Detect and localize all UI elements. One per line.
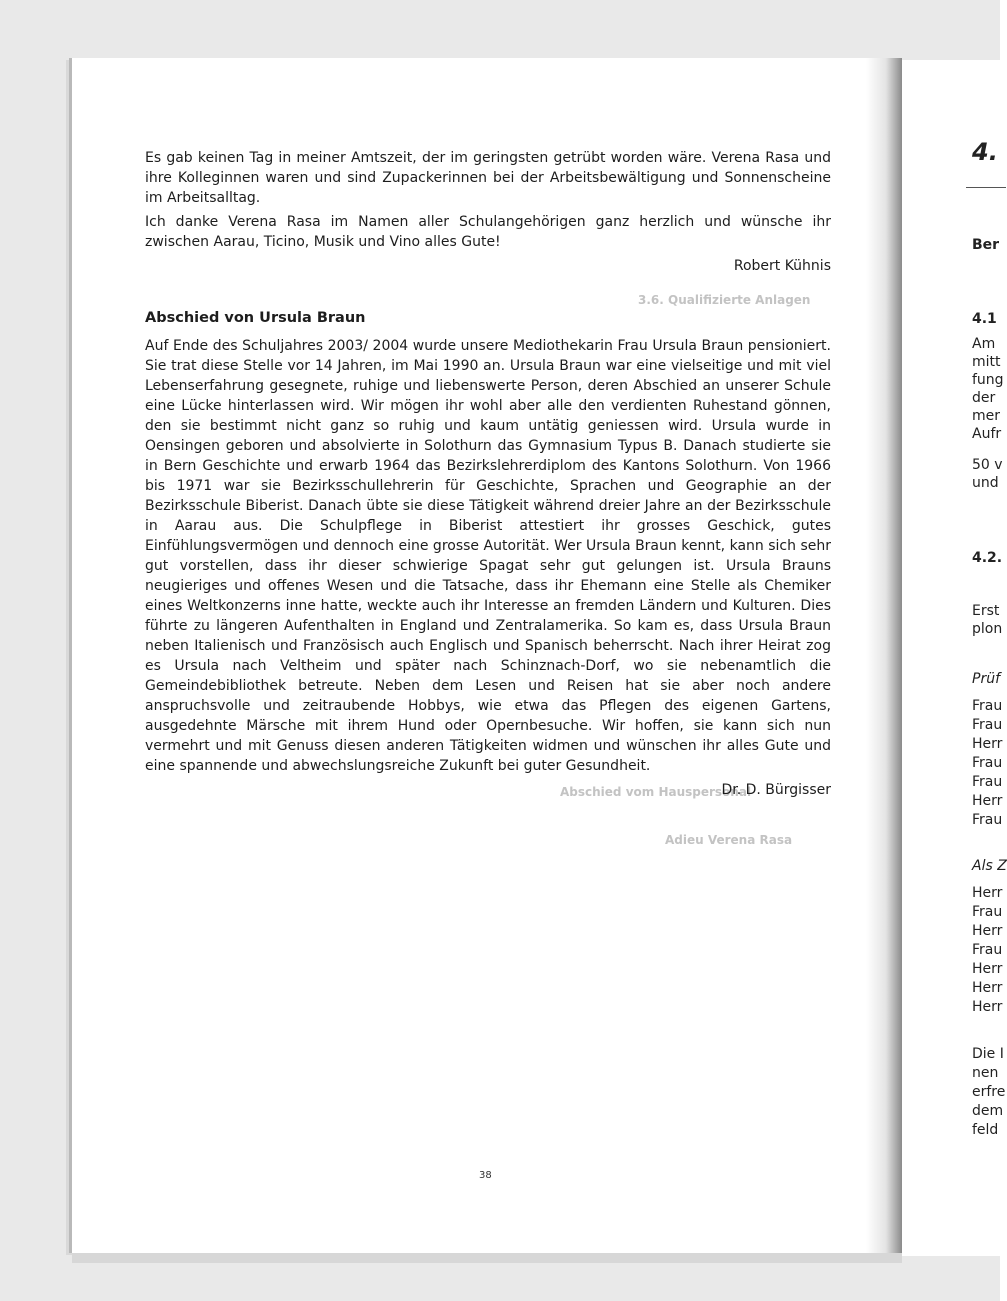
name-line: Frau (972, 904, 1003, 920)
text-line: und (972, 475, 999, 491)
section-number: 4.2. (972, 550, 1003, 566)
book-gutter (866, 58, 902, 1253)
text-line: Aufr (972, 426, 1002, 442)
text-line: plon (972, 621, 1003, 637)
text-line: nen (972, 1065, 999, 1081)
section-number: 4.1 (972, 311, 997, 327)
text-line: mitt (972, 354, 1001, 370)
name-line: Frau (972, 698, 1003, 714)
text-line: feld (972, 1122, 999, 1138)
show-through-heading-3: Adieu Verena Rasa (665, 833, 793, 847)
signature-buergisser: Dr. D. Bürgisser (721, 782, 831, 798)
name-line: Frau (972, 942, 1003, 958)
chapter-number: 4. (972, 138, 998, 166)
name-line: Herr (972, 923, 1003, 939)
text-line: der (972, 390, 996, 406)
italic-label: Prüf (972, 671, 1000, 687)
name-line: Frau (972, 774, 1003, 790)
name-line: Herr (972, 793, 1003, 809)
text-line: 50 v (972, 457, 1003, 473)
name-line: Herr (972, 736, 1003, 752)
text-line: erfre (972, 1084, 1006, 1100)
name-line: Herr (972, 999, 1003, 1015)
show-through-heading-2: Abschied vom Hauspersonal (560, 785, 752, 799)
paragraph: Es gab keinen Tag in meiner Amtszeit, der im geringsten getrübt worden wäre. Verena Rasa und ihre Kolleginnen waren und sind Zupackerinnen bei der Arbeitsbewältigung und Sonnenscheine im Arbeitsalltag. (145, 150, 831, 206)
farewell-section (145, 308, 831, 800)
right-page (902, 60, 1007, 1256)
text-line: Am (972, 336, 996, 352)
text-line: Erst (972, 603, 1000, 619)
text-line: Die I (972, 1046, 1004, 1062)
text-line: fung (972, 372, 1004, 388)
text-line: dem (972, 1103, 1004, 1119)
name-line: Herr (972, 961, 1003, 977)
intro-text-block (145, 148, 831, 276)
paragraph: Ich danke Verena Rasa im Namen aller Schulangehörigen ganz herzlich und wünsche ihr zwischen Aarau, Ticino, Musik und Vino alles Gute! (145, 214, 831, 250)
subheading: Ber (972, 237, 1000, 253)
name-line: Frau (972, 755, 1003, 771)
name-line: Frau (972, 812, 1003, 828)
section-heading: Abschied von Ursula Braun (145, 310, 366, 326)
text-line: mer (972, 408, 1001, 424)
chapter-rule (966, 187, 1006, 188)
name-line: Herr (972, 885, 1003, 901)
page-edge (72, 1253, 902, 1263)
name-line: Herr (972, 980, 1003, 996)
page-number: 38 (479, 1170, 492, 1181)
section-body: Auf Ende des Schuljahres 2003/ 2004 wurde unsere Mediothekarin Frau Ursula Braun pensioniert. Sie trat diese Stelle vor 14 Jahren, im Mai 1990 an. Ursula Braun war eine vielseitige und mit viel Lebenserfahrung gesegnete, ruhige und liebenswerte Person, deren Abschied an unserer Schule eine Lücke hinterlassen wird. Wir mögen ihr wohl aber alle den verdienten Ruhestand gönnen, den sie bestimmt nicht ganz so ruhig und kaum untätig geniessen wird. Ursula wurde in Oensingen geboren und absolvierte in Solothurn das Gymnasium Typus B. Danach studierte sie in Bern Geschichte und erwarb 1964 das Bezirkslehrerdiplom des Kantons Solothurn. Von 1966 bis 1971 war sie Bezirksschullehrerin für Geschichte, Sprachen und Geographie an der Bezirksschule Biberist. Danach übte sie diese Tätigkeit während dreier Jahre an der Bezirksschule in Aarau aus. Die Schulpflege in Biberist attestiert ihr grosses Geschick, gutes Einfühlungsvermögen und dennoch eine grosse Autorität. Wer Ursula Braun kennt, kann sich sehr gut vorstellen, dass ihr dieser schwierige Spagat sehr gut gelungen ist. Ursula Brauns neugieriges und offenes Wesen und die Tatsache, dass ihr Ehemann eine Stelle als Chemiker eines Weltkonzerns inne hatte, weckte auch ihr Interesse an fremden Ländern und Kulturen. Dies führte zu längeren Aufenthalten in England und Zentralamerika. So kam es, dass Ursula Braun neben Italienisch und Französisch auch Englisch und Spanisch beherrscht. Nach ihrer Heirat zog es Ursula nach Veltheim und später nach Schinznach-Dorf, wo sie nebenamtlich die Gemeindebibliothek betreute. Neben dem Lesen und Reisen hat sie aber noch andere anspruchsvolle und zeitraubende Hobbys, wie etwa das Pflegen des eigenen Gartens, ausgedehnte Märsche mit ihrem Hund oder Opernbesuche. Wir hoffen, sie kann sich nun vermehrt und mit Genuss diesen anderen Tätigkeiten widmen und wünschen ihr alles Gute und eine spannende und abwechslungsreiche Zukunft bei guter Gesundheit. (145, 338, 831, 774)
italic-label: Als Z (972, 858, 1007, 874)
signature-robert-kuehnis: Robert Kühnis (733, 258, 831, 274)
show-through-heading-1: 3.6. Qualifizierte Anlagen (638, 293, 811, 307)
name-line: Frau (972, 717, 1003, 733)
